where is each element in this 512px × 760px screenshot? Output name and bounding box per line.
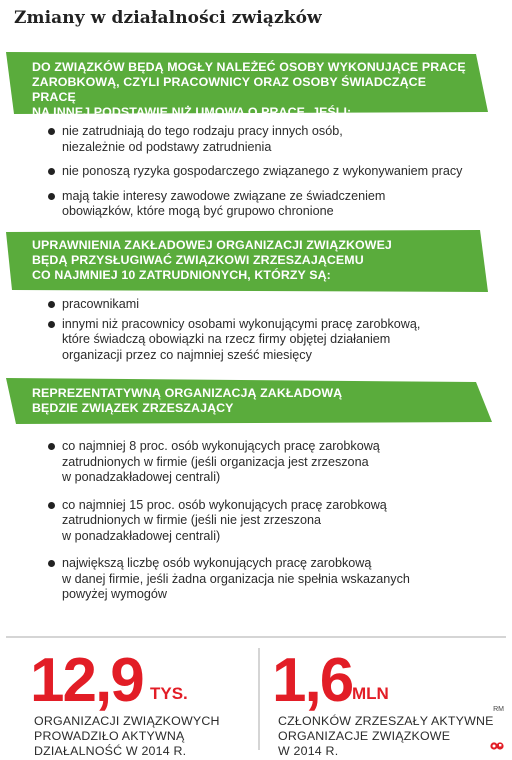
item-line: nie zatrudniają do tego rodzaju pracy innych osób, <box>62 124 343 138</box>
bullet-icon <box>48 128 55 135</box>
caption-line: CZŁONKÓW ZRZESZAŁY AKTYWNE <box>278 714 494 728</box>
heading-line: UPRAWNIENIA ZAKŁADOWEJ ORGANIZACJI ZWIĄZKOWEJ <box>32 238 392 252</box>
item-line: obowiązków, które mogą być grupowo chronione <box>62 204 334 218</box>
stat-caption-organizations <box>34 714 220 759</box>
item-line: pracownikami <box>62 297 139 311</box>
list-item <box>48 556 502 603</box>
item-line: zatrudnionych w firmie (jeśli nie jest zrzeszona <box>62 513 321 527</box>
item-line: co najmniej 15 proc. osób wykonujących pracę zarobkową <box>62 497 387 512</box>
caption-line: W 2014 R. <box>278 744 339 758</box>
author-credit: RM <box>493 706 504 713</box>
bullet-icon <box>48 443 55 450</box>
section2-banner <box>6 230 506 292</box>
item-line: mają takie interesy zawodowe związane ze świadczeniem <box>62 188 386 203</box>
item-line: innymi niż pracownicy osobami wykonującymi pracę zarobkową, <box>62 316 421 331</box>
section1-heading <box>32 60 466 120</box>
item-line: największą liczbę osób wykonujących pracę zarobkową <box>62 556 372 570</box>
list-item <box>48 124 502 155</box>
caption-line: ORGANIZACJE ZWIĄZKOWE <box>278 729 451 743</box>
publisher-logo-icon <box>490 739 504 753</box>
caption-line: PROWADZIŁO AKTYWNĄ <box>34 729 185 743</box>
bullet-icon <box>48 502 55 509</box>
item-line: w ponadzakładowej centrali) <box>62 528 221 543</box>
item-line: niezależnie od podstawy zatrudnienia <box>62 139 272 154</box>
bullet-icon <box>48 560 55 567</box>
item-line: co najmniej 8 proc. osób wykonujących pracę zarobkową <box>62 439 380 453</box>
section3-list <box>48 439 502 603</box>
item-line: powyżej wymogów <box>62 587 167 601</box>
heading-line: NA INNEJ PODSTAWIE NIŻ UMOWA O PRACĘ, JEŚLI: <box>32 105 352 119</box>
heading-line: DO ZWIĄZKÓW BĘDĄ MOGŁY NALEŻEĆ OSOBY WYKONUJĄCE PRACĘ <box>32 60 466 74</box>
list-item <box>48 439 502 486</box>
heading-line: REPREZENTATYWNĄ ORGANIZACJĄ ZAKŁADOWĄ <box>32 386 343 400</box>
section2-heading <box>32 238 466 283</box>
section2-list <box>48 297 502 363</box>
stat-caption-members <box>278 714 494 759</box>
page-title: Zmiany w działalności związków <box>14 8 322 28</box>
heading-line: ZAROBKOWĄ, CZYLI PRACOWNICY ORAZ OSOBY ŚWIADCZĄCE PRACĘ <box>32 75 427 104</box>
list-item <box>48 498 502 545</box>
item-line: które świadczą obowiązki na rzecz firmy objętej działaniem <box>62 332 391 346</box>
heading-line: BĘDĄ PRZYSŁUGIWAĆ ZWIĄZKOWI ZRZESZAJĄCEMU <box>32 253 364 267</box>
stat-value-members: 1,6 <box>272 646 353 715</box>
caption-line: DZIAŁALNOŚĆ W 2014 R. <box>34 744 187 758</box>
bullet-icon <box>48 168 55 175</box>
section1-banner <box>6 52 506 119</box>
list-item <box>48 164 502 180</box>
section1-list <box>48 124 502 220</box>
bullet-icon <box>48 193 55 200</box>
list-item <box>48 297 502 313</box>
section3-heading <box>32 386 466 416</box>
item-line: zatrudnionych w firmie (jeśli organizacja jest zrzeszona <box>62 454 369 469</box>
item-line: nie ponoszą ryzyka gospodarczego związanego z wykonywaniem pracy <box>62 164 463 178</box>
bullet-icon <box>48 321 55 328</box>
stat-unit-organizations: TYS. <box>150 684 188 703</box>
heading-line: BĘDZIE ZWIĄZEK ZRZESZAJĄCY <box>32 401 234 415</box>
section3-banner <box>6 378 506 424</box>
caption-line: ORGANIZACJI ZWIĄZKOWYCH <box>34 714 220 728</box>
heading-line: CO NAJMNIEJ 10 ZATRUDNIONYCH, KTÓRZY SĄ: <box>32 268 331 282</box>
item-line: organizacji przez co najmniej sześć miesięcy <box>62 347 312 362</box>
list-item <box>48 317 502 364</box>
bullet-icon <box>48 301 55 308</box>
stat-unit-members: MLN <box>352 684 389 703</box>
footer-column-separator <box>258 648 260 750</box>
footer-divider <box>6 636 506 638</box>
stat-value-organizations: 12,9 <box>30 646 143 715</box>
item-line: w ponadzakładowej centrali) <box>62 470 221 484</box>
list-item <box>48 189 502 220</box>
item-line: w danej firmie, jeśli żadna organizacja nie spełnia wskazanych <box>62 571 410 586</box>
